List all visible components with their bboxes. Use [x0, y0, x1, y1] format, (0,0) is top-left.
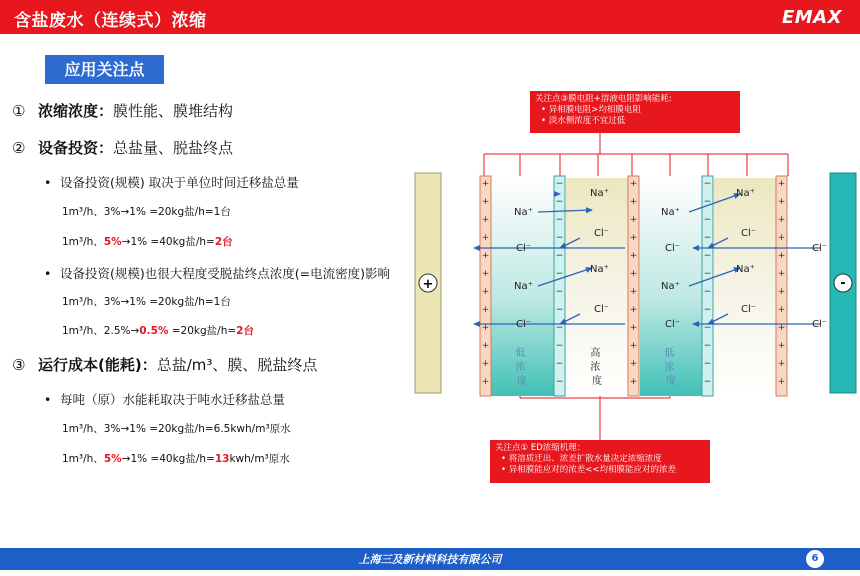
calc-line-4-d: 2台 [236, 325, 254, 337]
point-1 [12, 100, 233, 121]
svg-text:+: + [481, 359, 490, 369]
bullet-2: • 设备投资(规模)也很大程度受脱盐终点浓度(=电流密度)影响 [44, 266, 390, 281]
emax-logo [756, 6, 842, 28]
svg-text:−: − [703, 323, 712, 333]
svg-text:−: − [555, 215, 564, 225]
svg-text:−: − [555, 287, 564, 297]
svg-text:+: + [481, 233, 490, 243]
calc-line-2-d: 2台 [214, 236, 233, 248]
point-3 [12, 354, 317, 375]
point-2 [12, 137, 233, 158]
anode-symbol: + [422, 277, 434, 292]
point-2-text: 总盐量、脱盐终点 [113, 139, 234, 157]
cathode-symbol: - [840, 276, 846, 291]
calc-line-4-c: =20kg盐/h= [168, 325, 237, 337]
svg-text:+: + [777, 341, 786, 351]
point-1-text: 膜性能、膜堆结构 [113, 102, 234, 120]
cl-ion-6: Cl⁻ [741, 228, 757, 239]
cl-ion-5: Cl⁻ [665, 243, 681, 254]
point-3-number: ③ [12, 356, 26, 374]
svg-text:−: − [703, 269, 712, 279]
svg-text:+: + [777, 197, 786, 207]
note-bottom-item-1: • 将溶质迁出、浓差扩散水量决定浓缩浓度 [501, 454, 662, 464]
calc-line-6-b: 5% [103, 453, 122, 465]
svg-text:+: + [481, 341, 490, 351]
svg-text:−: − [703, 215, 712, 225]
point-1-label: 浓缩浓度： [38, 102, 114, 120]
cl-ion-9: Cl⁻ [812, 243, 828, 254]
na-ion-5: Na⁺ [661, 207, 680, 218]
concentrate-chamber-2 [714, 178, 776, 396]
svg-text:−: − [555, 305, 564, 315]
calc-line-2-b: 5% [103, 236, 122, 248]
calc-line-6 [62, 451, 290, 466]
low-conc-1-char-1: 低 [515, 348, 526, 359]
svg-text:−: − [555, 359, 564, 369]
svg-text:−: − [555, 179, 564, 189]
low-conc-1-char-3: 度 [517, 376, 527, 387]
na-ion-4: Na⁺ [514, 281, 533, 292]
note-top-item-2-text: 淡水侧浓度不宜过低 [548, 116, 626, 126]
na-ion-7: Na⁺ [736, 264, 755, 275]
bullet-2-text: 设备投资(规模)也很大程度受脱盐终点浓度(=电流密度)影响 [60, 266, 390, 281]
slide-title: 含盐废水（连续式）浓缩 [14, 11, 207, 31]
note-top-item-1-text: 异相膜电阻>均相膜电阻 [548, 105, 641, 115]
svg-text:+: + [777, 179, 786, 189]
svg-text:−: − [703, 341, 712, 351]
svg-text:+: + [777, 323, 786, 333]
svg-text:+: + [777, 377, 786, 387]
section-heading-label: 应用关注点 [64, 60, 145, 79]
note-membrane-resistance [530, 91, 740, 133]
note-top-item-2: • 淡水侧浓度不宜过低 [541, 116, 626, 126]
low-conc-label-2 [664, 347, 677, 387]
ed-stack-diagram [410, 88, 860, 448]
calc-line-2-a: 1m³/h、 [62, 236, 104, 248]
note-top-title: 关注点③膜电阻+溶液电阻影响能耗: [535, 94, 672, 104]
svg-text:+: + [629, 305, 638, 315]
svg-text:+: + [629, 341, 638, 351]
calc-line-3: 1m³/h、3%→1% =20kg盐/h=1台 [62, 296, 231, 308]
svg-text:+: + [629, 251, 638, 261]
point-3-text: 总盐/m³、膜、脱盐终点 [156, 356, 318, 374]
svg-text:−: − [703, 179, 712, 189]
svg-text:+: + [629, 287, 638, 297]
calc-line-6-c: →1% =40kg盐/h= [121, 453, 215, 465]
svg-text:+: + [629, 359, 638, 369]
svg-text:+: + [629, 197, 638, 207]
bullet-3: • 每吨（原）水能耗取决于吨水迁移盐总量 [44, 392, 286, 407]
note-bottom-item-1-text: 将溶质迁出、浓差扩散水量决定浓缩浓度 [508, 454, 662, 464]
bullet-1: • 设备投资(规模) 取决于单位时间迁移盐总量 [44, 175, 299, 190]
na-ion-8: Na⁺ [661, 281, 680, 292]
svg-text:+: + [777, 359, 786, 369]
svg-text:+: + [481, 197, 490, 207]
na-ion-6: Na⁺ [736, 188, 755, 199]
svg-text:+: + [481, 287, 490, 297]
company-name: 上海三及新材料科技有限公司 [358, 553, 502, 566]
svg-text:−: − [555, 323, 564, 333]
svg-text:+: + [777, 215, 786, 225]
low-conc-2-char-3: 度 [666, 376, 676, 387]
svg-text:+: + [629, 323, 638, 333]
svg-text:−: − [703, 377, 712, 387]
bullet-3-text: 每吨（原）水能耗取决于吨水迁移盐总量 [60, 392, 286, 407]
svg-text:+: + [777, 251, 786, 261]
svg-text:+: + [481, 269, 490, 279]
high-conc-char-1: 高 [590, 348, 601, 359]
svg-text:+: + [629, 269, 638, 279]
high-conc-label [590, 346, 603, 387]
calc-line-2-c: →1% =40kg盐/h= [121, 236, 215, 248]
svg-text:+: + [481, 215, 490, 225]
page-number: 6 [804, 548, 826, 570]
svg-text:+: + [481, 179, 490, 189]
point-1-number: ① [12, 102, 26, 120]
svg-text:−: − [703, 197, 712, 207]
calc-line-2 [62, 234, 233, 249]
low-conc-2-char-2: 浓 [664, 362, 675, 373]
point-3-label: 运行成本(能耗)： [38, 356, 157, 374]
svg-text:+: + [777, 269, 786, 279]
high-conc-char-2: 浓 [590, 362, 601, 373]
point-2-label: 设备投资： [38, 139, 114, 157]
cl-ion-3: Cl⁻ [516, 319, 532, 330]
svg-text:+: + [777, 233, 786, 243]
svg-text:−: − [555, 233, 564, 243]
bullet-1-text: 设备投资(规模) 取决于单位时间迁移盐总量 [60, 175, 299, 190]
calc-line-6-d: 13 [214, 453, 230, 465]
svg-text:+: + [481, 377, 490, 387]
svg-text:+: + [481, 323, 490, 333]
cl-ion-4: Cl⁻ [594, 304, 610, 315]
calc-line-1: 1m³/h、3%→1% =20kg盐/h=1台 [62, 206, 231, 218]
na-ion-2: Na⁺ [590, 188, 609, 199]
section-heading [45, 55, 164, 84]
svg-text:−: − [703, 305, 712, 315]
svg-text:+: + [777, 287, 786, 297]
low-conc-1-char-2: 浓 [515, 362, 526, 373]
note-bottom-item-2: • 异相膜能应对的浓差<<均相膜能应对的浓差 [501, 465, 676, 475]
cl-ion-10: Cl⁻ [812, 319, 828, 330]
svg-text:+: + [629, 377, 638, 387]
svg-text:−: − [555, 269, 564, 279]
cl-ion-7: Cl⁻ [665, 319, 681, 330]
svg-text:−: − [555, 377, 564, 387]
high-conc-char-3: 度 [592, 376, 602, 387]
footer-bar [0, 548, 860, 570]
na-ion-3: Na⁺ [590, 264, 609, 275]
note-ed-mechanism [490, 440, 710, 483]
svg-text:+: + [481, 305, 490, 315]
point-2-number: ② [12, 139, 26, 157]
svg-text:−: − [555, 341, 564, 351]
svg-text:−: − [703, 233, 712, 243]
svg-text:+: + [777, 305, 786, 315]
cl-ion-2: Cl⁻ [594, 228, 610, 239]
calc-line-5: 1m³/h、3%→1% =20kg盐/h=6.5kwh/m³原水 [62, 423, 291, 435]
cl-ion-8: Cl⁻ [741, 304, 757, 315]
calc-line-4-a: 1m³/h、2.5%→ [62, 325, 140, 337]
calc-line-6-a: 1m³/h、 [62, 453, 104, 465]
svg-text:−: − [555, 197, 564, 207]
na-ion-1: Na⁺ [514, 207, 533, 218]
header-bar [0, 0, 860, 34]
svg-text:−: − [703, 251, 712, 261]
svg-text:+: + [481, 251, 490, 261]
svg-text:−: − [703, 359, 712, 369]
svg-text:+: + [629, 215, 638, 225]
note-top-item-1: • 异相膜电阻>均相膜电阻 [541, 105, 641, 115]
low-conc-label-1 [515, 347, 528, 387]
calc-line-4 [62, 323, 254, 338]
calc-line-4-b: 0.5% [139, 325, 169, 337]
svg-text:+: + [629, 233, 638, 243]
svg-text:−: − [555, 251, 564, 261]
logo-text: EMAX [781, 7, 842, 28]
note-bottom-title: 关注点① ED浓缩机理： [495, 443, 586, 453]
note-bottom-item-2-text: 异相膜能应对的浓差<<均相膜能应对的浓差 [508, 465, 676, 475]
low-conc-2-char-1: 低 [664, 348, 675, 359]
cl-ion-1: Cl⁻ [516, 243, 532, 254]
svg-text:−: − [703, 287, 712, 297]
svg-text:+: + [629, 179, 638, 189]
calc-line-6-e: kwh/m³原水 [229, 453, 290, 465]
